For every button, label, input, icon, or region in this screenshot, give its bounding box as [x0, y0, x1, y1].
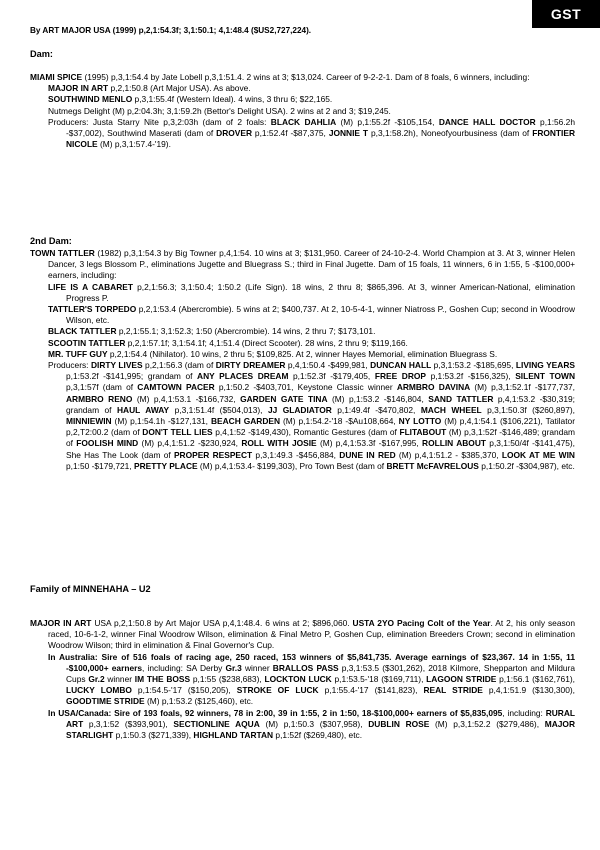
bold-text-run: HAUL AWAY [116, 404, 170, 415]
text-run: (M) p,1:53.2 ($125,460), etc. [144, 696, 254, 707]
bold-text-run: DIRTY DREAMER [215, 360, 286, 371]
progeny-entry [48, 83, 575, 94]
bold-text-run: MAJOR STARLIGHT [66, 718, 575, 741]
progeny-name: SCOOTIN TATTLER [48, 337, 126, 348]
text-run: p,3,1:52 ($393,901), [83, 718, 174, 729]
progeny-name: LIFE IS A CABARET [48, 281, 133, 292]
bold-text-run: ARMBRO RENO [66, 393, 133, 404]
bold-text-run: STROKE OF LUCK [236, 685, 319, 696]
gst-badge: GST [532, 0, 600, 28]
text-run: (M) p,3,1:52.2 ($279,486), [429, 718, 545, 729]
bold-text-run: DON'T TELL LIES [142, 427, 213, 438]
text-run: p,3,1:53.2 -$185,695, [431, 360, 516, 371]
text-run: p,1:50.3 ($271,339), [113, 730, 194, 741]
progeny-entry [48, 326, 575, 337]
text-run: p,1:56.1 ($162,761), [496, 674, 575, 685]
second-dam-heading: 2nd Dam: [30, 236, 72, 246]
text-run: p,1:53.2f -$141,995; grandam of [66, 371, 198, 382]
progeny-details: p,2,1:53.4 (Abercrombie). 5 wins at 2; $400,737. At 2, 10-5-4-1, winner Niatross P., Goshen Cup; second in Woodrow Wilson, etc. [66, 304, 575, 326]
text-run: p,1:52.4f -$87,375, [252, 128, 329, 139]
bold-text-run: FLITABOUT [399, 427, 447, 438]
text-run: p,4,1:53.2 -$30,319; grandam of [66, 393, 575, 415]
text-run: p,3,1:49.3 -$456,884, [252, 449, 340, 460]
second-dam-name: TOWN TATTLER [30, 248, 95, 258]
text-run: (M) p,1:55.2f -$105,154, [336, 116, 439, 127]
usa-stud-record [48, 708, 575, 742]
family-heading: Family of MINNEHAHA – U2 [30, 584, 151, 594]
second-dam-section [30, 248, 575, 472]
text-run: (M) p,3,1:52.1f -$177,737, [470, 382, 575, 393]
bold-text-run: DUNE IN RED [339, 449, 396, 460]
progeny-details: p,2,1:57.1f; 3,1:54.1f; 4,1:51.4 (Direct Scooter). 28 wins, 2 thru 9; $119,166. [125, 337, 408, 348]
bold-text-run: In USA/Canada: Sire of 193 foals, 92 winners, 78 in 2:00, 39 in 1:55, 2 in 1:50, 18-$100,000+ earners of $5,835,095 [48, 707, 503, 718]
progeny-name: MAJOR IN ART [48, 83, 109, 94]
bold-text-run: DIRTY LIVES [90, 360, 143, 371]
text-run: p,3,1:50/4f -$141,475), She Has The Look (dam of [66, 438, 576, 460]
bold-text-run: BLACK DAHLIA [270, 116, 337, 127]
bold-text-run: LUCKY LOMBO [66, 685, 132, 696]
progeny-details: p,2,1:55.1; 3,1:52.3; 1:50 (Abercrombie). 14 wins, 2 thru 7; $173,101. [116, 326, 376, 337]
bold-text-run: PRETTY PLACE [134, 460, 198, 471]
bold-text-run: REAL STRIDE [423, 685, 483, 696]
bold-text-run: In Australia: Sire of 516 foals of racing age, 250 raced, 153 winners of $5,841,735. Average earnings of $23,367. 14 in 1:55, 11 -$100,000+ earners [48, 651, 575, 673]
bold-text-run: ARMBRO DAVINA [396, 382, 471, 393]
bold-text-run: SAND TATTLER [428, 393, 494, 404]
bold-text-run: LIVING YEARS [515, 360, 575, 371]
text-run: p,1:53.5-'18 ($169,711), [331, 674, 427, 685]
progeny-details: p,2,1:56.3; 3,1:50.4; 1:50.2 (Life Sign). 18 wins, 2 thru 8; $865,396. At 3, winner American-National, elimination Progress P. [66, 281, 576, 303]
text-run: winner [241, 662, 273, 673]
text-run: (M) p,4,1:53.1 -$166,732, [132, 393, 241, 404]
dam-heading: Dam: [30, 49, 53, 59]
text-run: p,3,1:51.4f ($504,013), [169, 404, 268, 415]
text-run: p,1:50.2f -$304,987), etc. [478, 460, 575, 471]
text-run: p,3,1:53.5 ($301,262), 2018 Kilmore, Shepparton and Mildura Cups [66, 662, 575, 685]
text-run: (M) p,1:53.2 -$146,804, [327, 393, 429, 404]
text-run: p,1:53.2f -$156,325), [425, 371, 516, 382]
text-run: p,3,1:57f (dam of [66, 382, 138, 393]
bold-text-run: ROLLIN ABOUT [422, 438, 486, 449]
bold-text-run: USTA 2YO Pacing Colt of the Year [352, 618, 491, 628]
text-run: Producers: [48, 360, 91, 371]
text-run: p,1:50.2 -$403,701, Keystone Classic winner [214, 382, 397, 393]
horse-entry [30, 618, 575, 652]
text-run: p,3,1:50.3f ($260,897), [481, 404, 575, 415]
bold-text-run: PROPER RESPECT [173, 449, 253, 460]
second-dam-details: (1982) p,3,1:54.3 by Big Towner p,4,1:54. 10 wins at 3; $131,950. Career of 24-10-2-4. World Champion at 3. At 3, winner Helen Dancer, 3 legs Blossom P., eliminations Jugette and Bluegrass S.; third in Final Jugette. Dam of 15 foals, 11 winners, 6 in 1:55, 5 -$100,000+ earners, including: [48, 248, 575, 281]
text-run: (M) p,1:50.3 ($307,958), [259, 718, 369, 729]
bold-text-run: Gr.2 [88, 674, 105, 685]
second-dam-entry [30, 248, 575, 282]
progeny-entry [48, 304, 575, 326]
text-run: (M) p,1:54.1h -$127,131, [111, 416, 211, 427]
text-run: , including: [502, 707, 546, 718]
text-run: p,1:55.4-'17 ($141,823), [318, 685, 424, 696]
text-run: p,1:56.2h -$37,002), Southwind Maserati (dam of [66, 116, 575, 139]
dam-entry [30, 72, 575, 83]
bold-text-run: GARDEN GATE TINA [240, 393, 328, 404]
bold-text-run: BRETT McFAVRELOUS [386, 460, 479, 471]
text-run: p,3,1:58.2h), Noneofyourbusiness (dam of [368, 128, 533, 139]
bold-text-run: IM THE BOSS [134, 674, 191, 685]
bold-text-run: SILENT TOWN [515, 371, 575, 382]
text-run: p,4,1:51.9 ($130,300), [482, 685, 575, 696]
text-run: (M) p,4,1:54.1 ($106,221), Tatilator p,2,T2:00.2 (dam of [66, 416, 575, 438]
text-run: p,2,1:56.3 (dam of [142, 360, 216, 371]
bold-text-run: CAMTOWN PACER [137, 382, 215, 393]
bold-text-run: LOCKTON LUCK [264, 674, 332, 685]
bold-text-run: FRONTIER NICOLE [66, 128, 576, 150]
bold-text-run: DUBLIN ROSE [368, 718, 430, 729]
text-run: p,4,1:52 -$149,430), Romantic Gestures (dam of [212, 427, 400, 438]
bold-text-run: LAGOON STRIDE [426, 674, 497, 685]
progeny-name: SOUTHWIND MENLO [48, 94, 133, 105]
bold-text-run: GOODTIME STRIDE [66, 696, 145, 707]
horse-section [30, 618, 575, 741]
bold-text-run: HIGHLAND TARTAN [193, 730, 274, 741]
bold-text-run: JONNIE T [328, 128, 369, 139]
progeny-details: p,2,1:54.4 (Nihilator). 10 wins, 2 thru 5; $109,825. At 2, winner Hayes Memorial, elimination Bluegrass S. [107, 348, 498, 359]
bold-text-run: DUNCAN HALL [370, 360, 432, 371]
text-run: , including: SA Derby [142, 662, 226, 673]
dam-name: MIAMI SPICE [30, 72, 83, 82]
text-run: (M) p,4,1:51.2 -$230,924, [138, 438, 242, 449]
progeny-entry [48, 94, 575, 105]
text-run: p,1:52.3f -$179,405, [288, 371, 375, 382]
progeny-details: Nutmegs Delight (M) p,2:04.3h; 3,1:59.2h (Bettor's Delight USA). 2 wins at 2 and 3; $19,245. [48, 105, 391, 116]
bold-text-run: DANCE HALL DOCTOR [438, 116, 536, 127]
text-run: (M) p,4,1:53.3f -$167,995, [316, 438, 423, 449]
sire-line: By ART MAJOR USA (1999) p,2,1:54.3f; 3,1:50.1; 4,1:48.4 ($US2,727,224). [30, 26, 312, 35]
text-run: Producers: Justa Starry Nite p,3,2:03h (dam of 2 foals: [48, 116, 271, 127]
text-run: (M) p,3,1:57.4-'19). [97, 139, 171, 150]
text-run: (M) p,4,1:51.2 - $385,370, [395, 449, 502, 460]
bold-text-run: RURAL ART [66, 707, 575, 729]
australia-stud-record [48, 652, 575, 708]
progeny-entry [48, 282, 575, 304]
bold-text-run: FREE DROP [374, 371, 426, 382]
bold-text-run: DROVER [216, 128, 252, 139]
progeny-entry [48, 338, 575, 349]
progeny-entry [48, 349, 575, 360]
text-run: (M) p,1:54.2-'18 -$Au108,664, [280, 416, 399, 427]
text-run: p,1:49.4f -$470,802, [331, 404, 421, 415]
text-run: winner [104, 674, 135, 685]
second-dam-producers [48, 360, 575, 472]
bold-text-run: JJ GLADIATOR [267, 404, 332, 415]
text-run: p,1:52f ($269,480), etc. [273, 730, 363, 741]
dam-section [30, 72, 575, 150]
bold-text-run: NY LOTTO [398, 416, 442, 427]
text-run: USA p,2,1:50.8 by Art Major USA p,4,1:48.4. 6 wins at 2; $896,060. [91, 618, 353, 628]
text-run: p,4,1:50.4 -$499,981, [285, 360, 371, 371]
bold-text-run: BEACH GARDEN [210, 416, 280, 427]
progeny-entry [48, 106, 575, 117]
text-run: p,1:54.5-'17 ($150,205), [131, 685, 237, 696]
bold-text-run: MACH WHEEL [420, 404, 482, 415]
dam-producers [48, 117, 575, 151]
text-run: p,1:55 ($238,683), [190, 674, 265, 685]
progeny-name: BLACK TATTLER [48, 326, 117, 337]
dam-details: (1995) p,3,1:54.4 by Jate Lobell p,3,1:51.4. 2 wins at 3; $13,024. Career of 9-2-2-1. Dam of 8 foals, 6 winners, including: [82, 72, 530, 82]
bold-text-run: MAJOR IN ART [30, 618, 92, 628]
text-run: (M) p,3,1:52f -$146,489; grandam of [66, 427, 575, 449]
bold-text-run: SECTIONLINE AQUA [173, 718, 260, 729]
bold-text-run: ROLL WITH JOSIE [241, 438, 317, 449]
text-run: p,1:50 -$179,721, [66, 460, 134, 471]
bold-text-run: LOOK AT ME WIN [501, 449, 575, 460]
bold-text-run: MINNIEWIN [66, 416, 112, 427]
progeny-name: TATTLER'S TORPEDO [48, 304, 137, 315]
bold-text-run: Gr.3 [225, 662, 242, 673]
bold-text-run: BRALLOS PASS [272, 662, 339, 673]
bold-text-run: ANY PLACES DREAM [197, 371, 289, 382]
text-run: . At 2, his only season raced, 10-6-1-2, winner Final Woodrow Wilson, elimination & Final Metro P, Goshen Cup, elimination Breeders Crown; second in elimination Woodrow Wilson; third in elimination & Final Governor's Cup. [48, 618, 575, 651]
text-run: (M) p,4,1:53.4- $199,303), Pro Town Best (dam of [197, 460, 387, 471]
progeny-details: p,3,1:55.4f (Western Ideal). 4 wins, 3 thru 6; $22,165. [132, 94, 333, 105]
progeny-details: p,2,1:50.8 (Art Major USA). As above. [108, 83, 251, 94]
progeny-name: MR. TUFF GUY [48, 348, 108, 359]
bold-text-run: FOOLISH MIND [76, 438, 139, 449]
